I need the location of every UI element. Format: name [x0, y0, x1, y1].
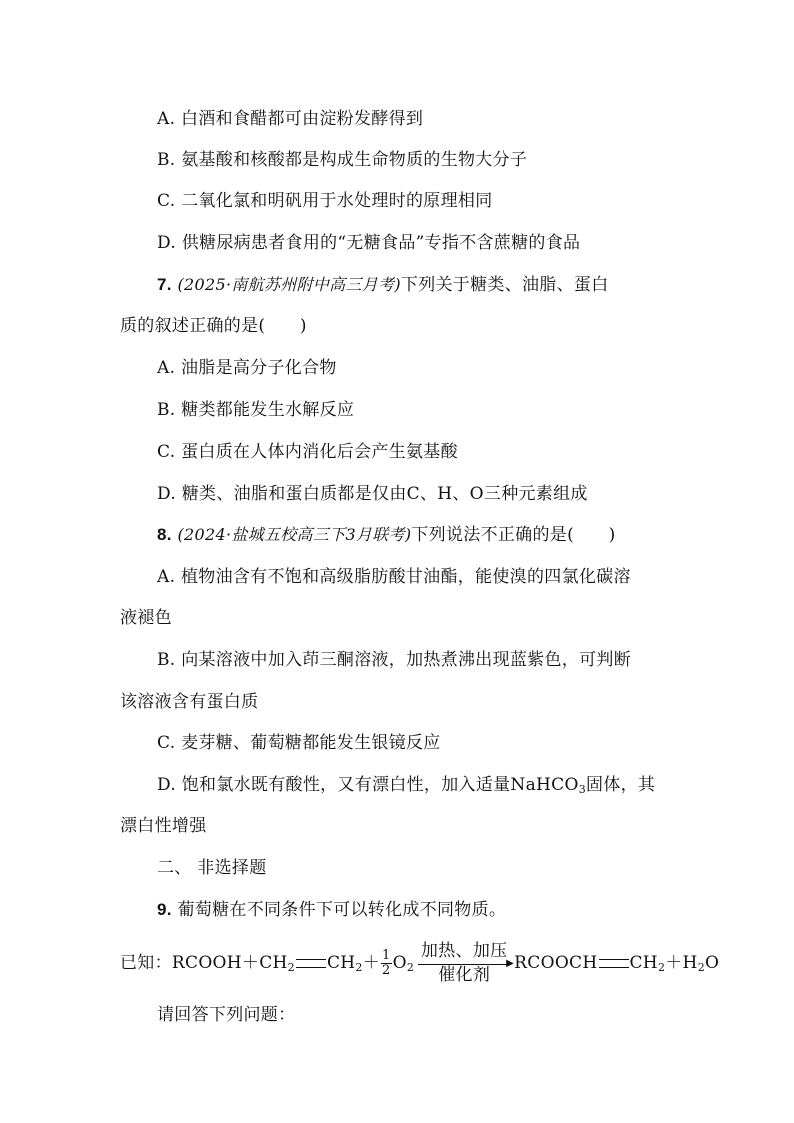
subscript: 2 — [657, 961, 666, 974]
q7-stem-text: 下列关于糖类、油脂、蛋白 — [400, 275, 609, 295]
eq-product-b: CH — [629, 953, 658, 973]
subscript: 2 — [406, 961, 415, 974]
subscript: 2 — [697, 961, 705, 974]
q8-source: (2024·盐城五校高三下3月联考) — [177, 525, 412, 544]
fraction-denominator: 2 — [382, 963, 391, 978]
q8-stem — [157, 523, 616, 547]
q8-stem-text: 下列说法不正确的是( ) — [411, 525, 616, 545]
q8-option-a-line1: A. 植物油含有不饱和高级脂肪酸甘油酯，能使溴的四氯化碳溶 — [157, 567, 631, 587]
section-heading-nonchoice: 二、 非选择题 — [157, 858, 267, 878]
q7-option-d: D. 糖类、油脂和蛋白质都是仅由C、H、O三种元素组成 — [157, 484, 588, 504]
q8-number: 8. — [157, 525, 172, 544]
q9-number: 9. — [157, 900, 172, 919]
q7-option-b: B. 糖类都能发生水解反应 — [157, 400, 355, 420]
q7-source: (2025·南航苏州附中高三月考) — [177, 275, 401, 294]
q7-stem-line2: 质的叙述正确的是( ) — [120, 316, 307, 336]
reaction-condition-top: 加热、加压 — [420, 940, 508, 961]
subscript: 2 — [355, 961, 363, 974]
q6-option-d: D. 供糖尿病患者食用的“无糖食品”专指不含蔗糖的食品 — [157, 233, 581, 253]
q8-option-d-text-end: 固体，其 — [586, 775, 656, 795]
eq-product-a: RCOOCH — [514, 953, 598, 973]
q7-number: 7. — [157, 275, 172, 294]
eq-reactant-a: RCOOH＋CH — [171, 953, 288, 973]
fraction-numerator: 1 — [382, 948, 391, 963]
q7-stem-line1 — [157, 273, 609, 297]
q6-option-c: C. 二氧化氯和明矾用于水处理时的原理相同 — [157, 191, 493, 211]
subscript: 3 — [578, 783, 587, 796]
q8-option-b-line1: B. 向某溶液中加入茚三酮溶液，加热煮沸出现蓝紫色，可判断 — [157, 650, 631, 670]
q6-option-a: A. 白酒和食醋都可由淀粉发酵得到 — [157, 109, 424, 129]
q7-option-a: A. 油脂是高分子化合物 — [157, 358, 337, 378]
q9-stem-text: 葡萄糖在不同条件下可以转化成不同物质。 — [177, 900, 507, 920]
eq-reactant-b: CH — [326, 953, 356, 973]
q8-option-d-line1 — [157, 773, 655, 797]
q8-option-b-line2: 该溶液含有蛋白质 — [120, 692, 259, 712]
reaction-arrow-icon — [416, 940, 515, 987]
arrow-head-icon: ▶ — [506, 957, 515, 969]
eq-oxygen: O — [392, 953, 407, 973]
double-bond-icon — [599, 959, 629, 968]
q9-stem — [157, 898, 506, 922]
q8-option-a-line2: 液褪色 — [120, 608, 172, 628]
double-bond-icon — [296, 959, 326, 968]
q9-known-equation — [120, 940, 719, 986]
eq-product-d: O — [705, 953, 720, 973]
eq-plus: ＋ — [362, 953, 381, 973]
q8-option-c: C. 麦芽糖、葡萄糖都能发生银镜反应 — [157, 733, 441, 753]
known-label: 已知： — [120, 953, 172, 973]
q7-option-c: C. 蛋白质在人体内消化后会产生氨基酸 — [157, 442, 458, 462]
q9-ask: 请回答下列问题： — [157, 1005, 296, 1025]
q8-option-d-text: D. 饱和氯水既有酸性，又有漂白性，加入适量NaHCO — [157, 775, 579, 795]
q6-option-b: B. 氨基酸和核酸都是构成生命物质的生物大分子 — [157, 150, 528, 170]
subscript: 2 — [287, 961, 295, 974]
q8-option-d-line2: 漂白性增强 — [120, 816, 207, 836]
eq-product-c: ＋H — [665, 953, 698, 973]
reaction-condition-bottom: 催化剂 — [438, 964, 491, 985]
fraction-one-half — [381, 949, 392, 978]
